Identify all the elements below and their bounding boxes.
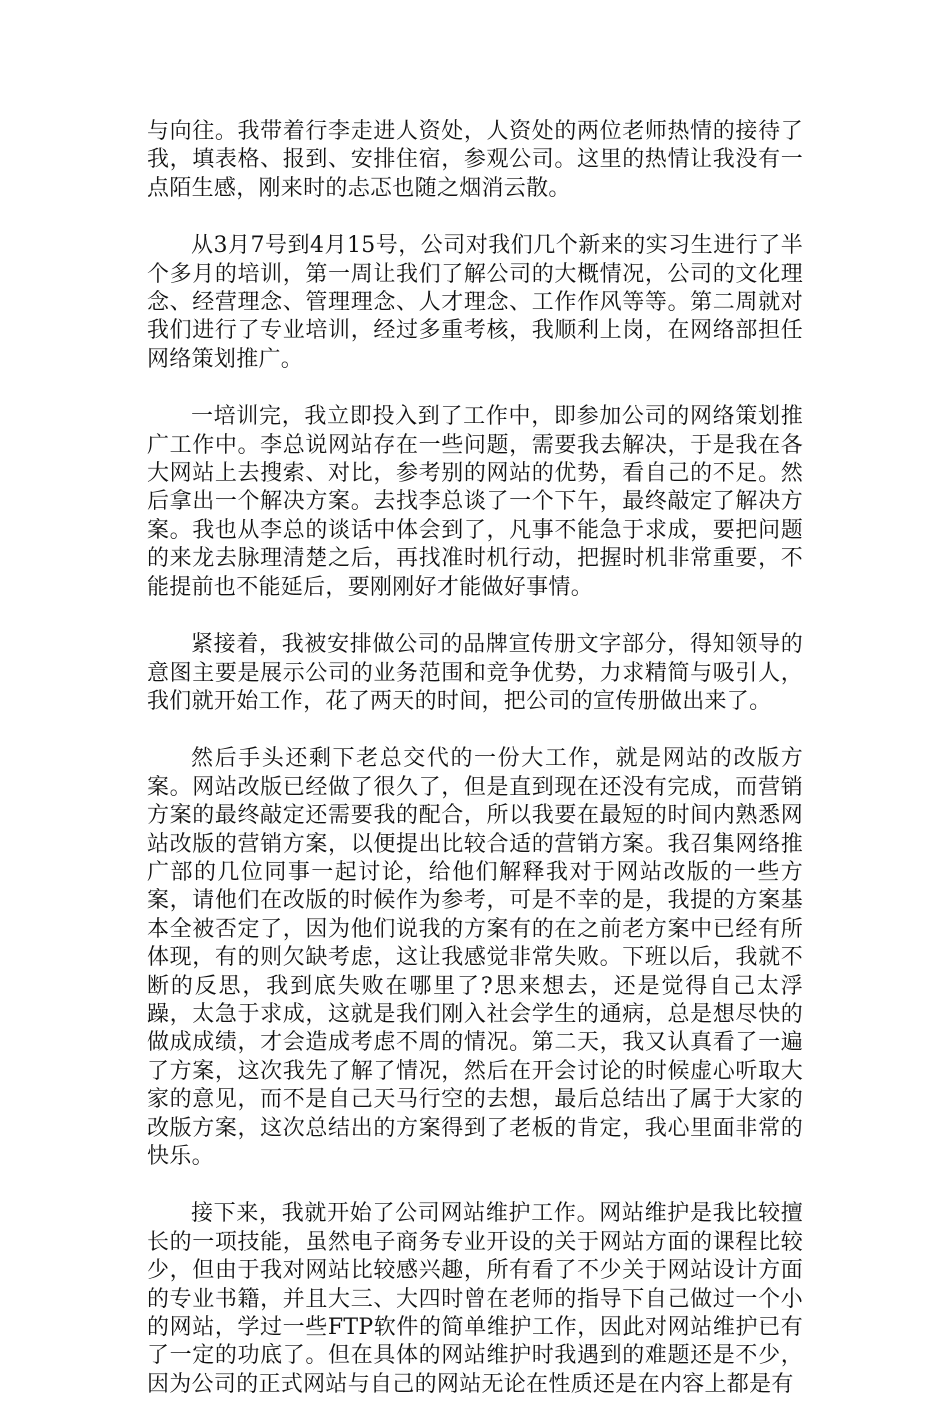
document-page [147,118,803,1428]
paragraph-4: 紧接着，我被安排做公司的品牌宣传册文字部分，得知领导的意图主要是展示公司的业务范围和竞争优势，力求精简与吸引人，我们就开始工作，花了两天的时间，把公司的宣传册做出来了。 [147,632,803,714]
paragraph-5: 然后手头还剩下老总交代的一份大工作，就是网站的改版方案。网站改版已经做了很久了，但是直到现在还没有完成，而营销方案的最终敲定还需要我的配合，所以我要在最短的时间内熟悉网站改版的营销方案，以便提出比较合适的营销方案。我召集网络推广部的几位同事一起讨论，给他们解释我对于网站改版的一些方案，请他们在改版的时候作为参考，可是不幸的是，我提的方案基本全被否定了，因为他们说我的方案有的在之前老方案中已经有所体现，有的则欠缺考虑，这让我感觉非常失败。下班以后，我就不断的反思，我到底失败在哪里了?思来想去，还是觉得自己太浮躁，太急于求成，这就是我们刚入社会学生的通病，总是想尽快的做成成绩，才会造成考虑不周的情况。第二天，我又认真看了一遍了方案，这次我先了解了情况，然后在开会讨论的时候虚心听取大家的意见，而不是自己天马行空的去想，最后总结出了属于大家的改版方案，这次总结出的方案得到了老板的肯定，我心里面非常的快乐。 [147,746,803,1169]
paragraph-2: 从3月7号到4月15号，公司对我们几个新来的实习生进行了半个多月的培训，第一周让我们了解公司的大概情况，公司的文化理念、经营理念、管理理念、人才理念、工作作风等等。第二周就对我们进行了专业培训，经过多重考核，我顺利上岗，在网络部担任网络策划推广。 [147,233,803,372]
paragraph-1: 与向往。我带着行李走进人资处，人资处的两位老师热情的接待了我，填表格、报到、安排住宿，参观公司。这里的热情让我没有一点陌生感，刚来时的忐忑也随之烟消云散。 [147,119,803,201]
paragraph-6: 接下来，我就开始了公司网站维护工作。网站维护是我比较擅长的一项技能，虽然电子商务专业开设的关于网站方面的课程比较少，但由于我对网站比较感兴趣，所有看了不少关于网站设计方面的专业书籍，并且大三、大四时曾在老师的指导下自己做过一个小的网站，学过一些FTP软件的简单维护工作，因此对网站维护已有了一定的功底了。但在具体的网站维护时我遇到的难题还是不少，因为公司的正式网站与自己的网站无论在性质还是在内容上都是有 [147,1201,803,1397]
paragraph-3: 一培训完，我立即投入到了工作中，即参加公司的网络策划推广工作中。李总说网站存在一些问题，需要我去解决，于是我在各大网站上去搜索、对比，参考别的网站的优势，看自己的不足。然后拿出一个解决方案。去找李总谈了一个下午，最终敲定了解决方案。我也从李总的谈话中体会到了，凡事不能急于求成，要把问题的来龙去脉理清楚之后，再找准时机行动，把握时机非常重要，不能提前也不能延后，要刚刚好才能做好事情。 [147,404,803,600]
